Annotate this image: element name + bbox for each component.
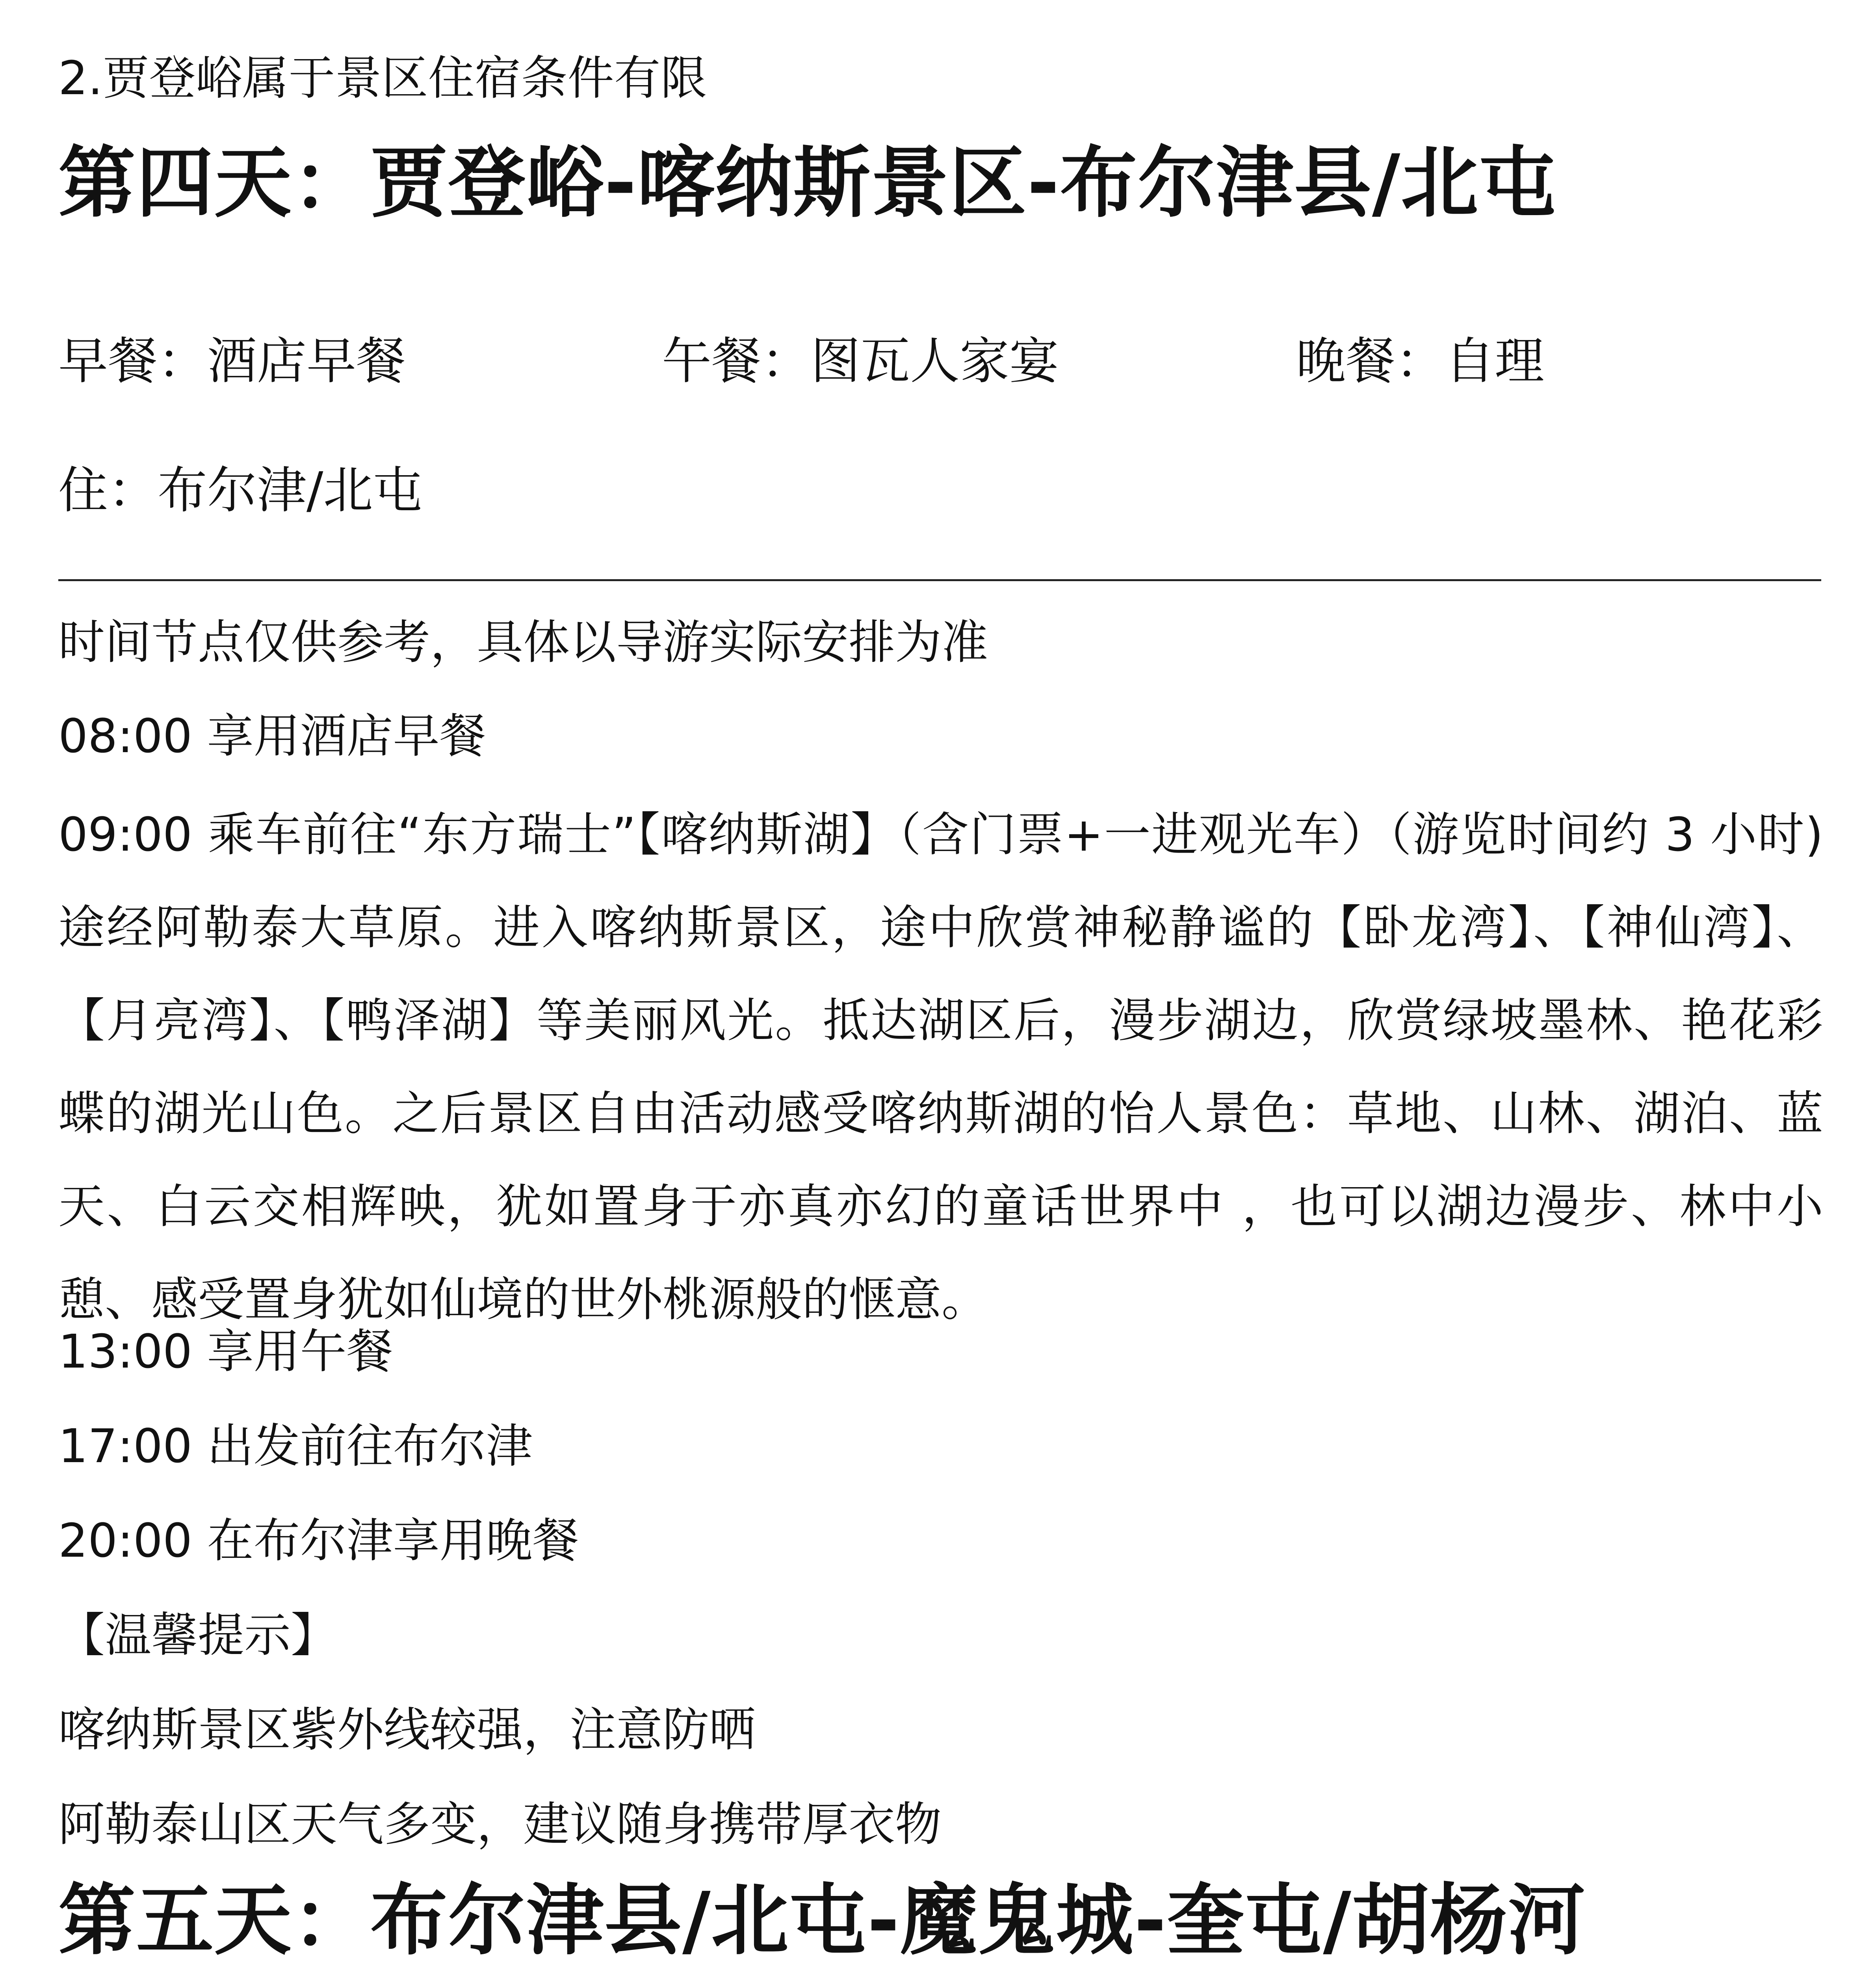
day4-schedule-item: 13:00 享用午餐 (58, 1324, 393, 1379)
day4-tip: 阿勒泰山区天气多变，建议随身携带厚衣物 (58, 1797, 942, 1851)
day4-stay: 住：布尔津/北屯 (58, 461, 423, 519)
day4-tip: 喀纳斯景区紫外线较强，注意防晒 (58, 1702, 756, 1757)
day4-lunch: 午餐：图瓦人家宴 (662, 332, 1059, 390)
day4-breakfast: 早餐：酒店早餐 (58, 332, 406, 390)
day5-title: 第五天：布尔津县/北屯-魔鬼城-奎屯/胡杨河 (58, 1876, 1586, 1966)
day4-divider (58, 579, 1821, 581)
day4-schedule-item: 20:00 在布尔津享用晚餐 (58, 1513, 579, 1568)
day4-schedule-item: 17:00 出发前往布尔津 (58, 1419, 533, 1473)
day4-time-note: 时间节点仅供参考，具体以导游实际安排为准 (58, 615, 988, 669)
intro-line: 2.贾登峪属于景区住宿条件有限 (58, 51, 707, 105)
day4-schedule-item: 08:00 享用酒店早餐 (58, 709, 486, 763)
day4-schedule-paragraph: 09:00 乘车前往“东方瑞士”【喀纳斯湖】（含门票+一进观光车）（游览时间约 3 小时) 途经阿勒泰大草原。进入喀纳斯景区，途中欣赏神秘静谧的【卧龙湾】、【神仙湾】、【月亮湾】、【鸭泽湖】等美丽风光。抵达湖区后，漫步湖边，欣赏绿坡墨林、艳花彩蝶的湖光山色。之后景区自由活动感受喀纳斯湖的怡人景色：草地、山林、湖泊、蓝天、白云交相辉映，犹如置身于亦真亦幻的童话世界中 ，也可以湖边漫步、林中小憩、感受置身犹如仙境的世外桃源般的惬意。 (58, 807, 1823, 1327)
day4-dinner: 晚餐：自理 (1296, 332, 1544, 390)
day4-title: 第四天：贾登峪-喀纳斯景区-布尔津县/北屯 (58, 138, 1557, 228)
day4-tips-title: 【温馨提示】 (58, 1608, 338, 1662)
